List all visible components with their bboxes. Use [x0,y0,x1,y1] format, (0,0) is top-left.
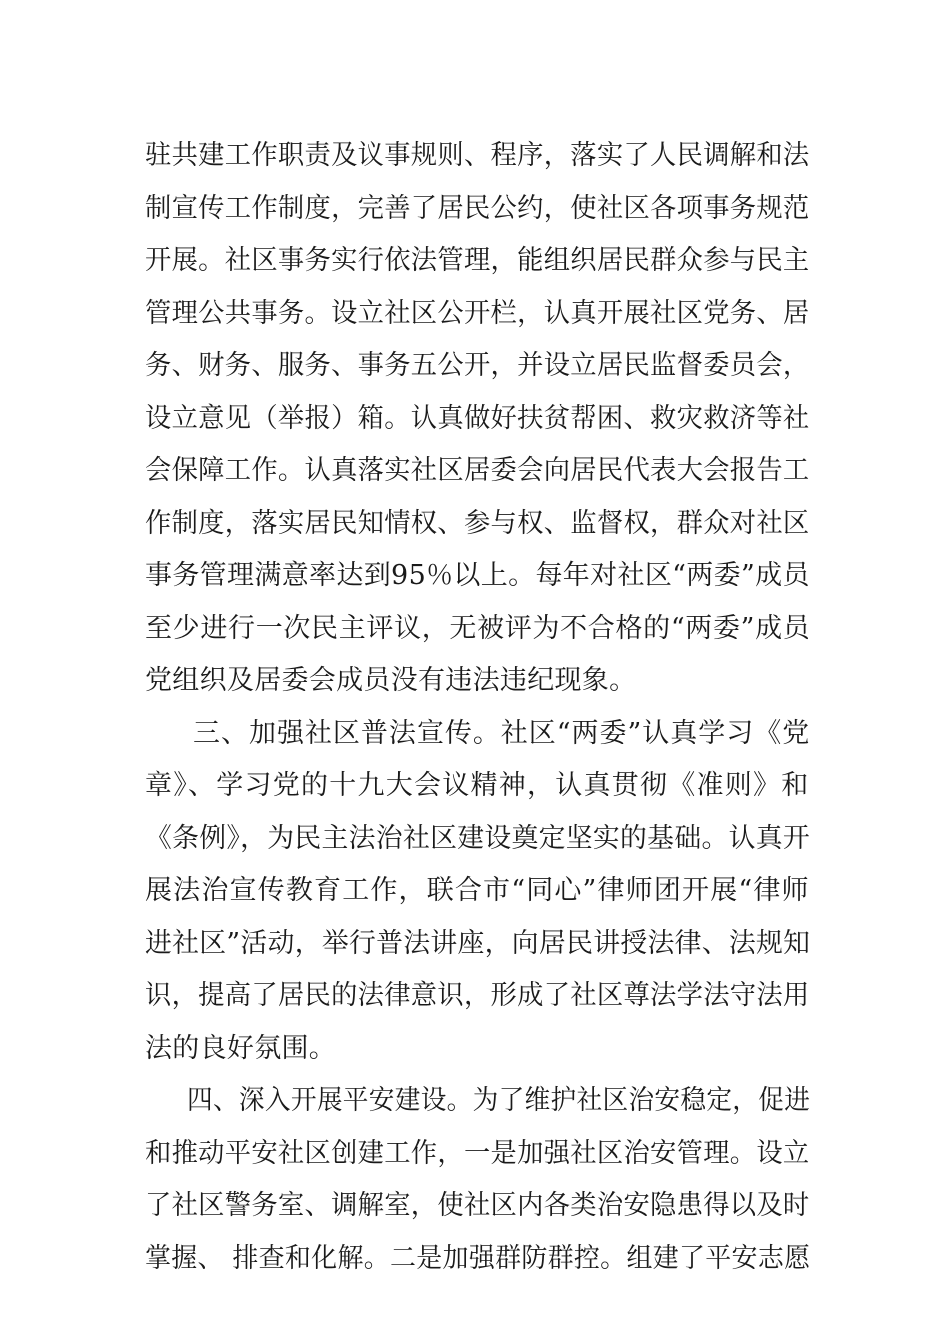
text-line: 识，提高了居民的法律意识，形成了社区尊法学法守法用 [145,980,810,1011]
text-line: 会保障工作。认真落实社区居委会向居民代表大会报告工 [145,455,810,486]
text-line: 党组织及居委会成员没有违法违纪现象。 [145,665,637,696]
text-line: 三、加强社区普法宣传。社区“两委”认真学习《党 [193,717,811,749]
text-line: 掌握、 排查和化解。二是加强群防群控。组建了平安志愿 [145,1242,811,1274]
text-line: 管理公共事务。设立社区公开栏，认真开展社区党务、居 [145,297,810,329]
text-line: 四、深入开展平安建设。为了维护社区治安稳定，促进 [187,1085,811,1116]
text-line: 章》、学习党的十九大会议精神，认真贯彻《准则》和 [145,770,810,801]
text-line: 务、财务、服务、事务五公开，并设立居民监督委员会， [145,350,810,381]
text-line: 和推动平安社区创建工作，一是加强社区治安管理。设立 [145,1137,810,1169]
text-line: 驻共建工作职责及议事规则、程序，落实了人民调解和法 [145,140,810,171]
text-line: 《条例》，为民主法治社区建设奠定坚实的基础。认真开 [145,822,810,854]
text-line: 事务管理满意率达到95％以上。每年对社区“两委”成员 [145,560,810,591]
text-line: 了社区警务室、调解室，使社区内各类治安隐患得以及时 [145,1190,810,1221]
text-line: 开展。社区事务实行依法管理，能组织居民群众参与民主 [145,245,810,276]
text-line: 设立意见（举报）箱。认真做好扶贫帮困、救灾救济等社 [145,402,810,434]
text-line: 至少进行一次民主评议，无被评为不合格的“两委”成员 [145,612,811,644]
text-line: 进社区”活动，举行普法讲座，向居民讲授法律、法规知 [145,927,811,959]
text-line: 制宣传工作制度，完善了居民公约，使社区各项事务规范 [145,192,810,224]
text-line: 展法治宣传教育工作，联合市“同心”律师团开展“律师 [145,875,810,906]
text-line: 法的良好氛围。 [145,1032,337,1064]
text-line: 作制度，落实居民知情权、参与权、监督权，群众对社区 [145,507,810,539]
